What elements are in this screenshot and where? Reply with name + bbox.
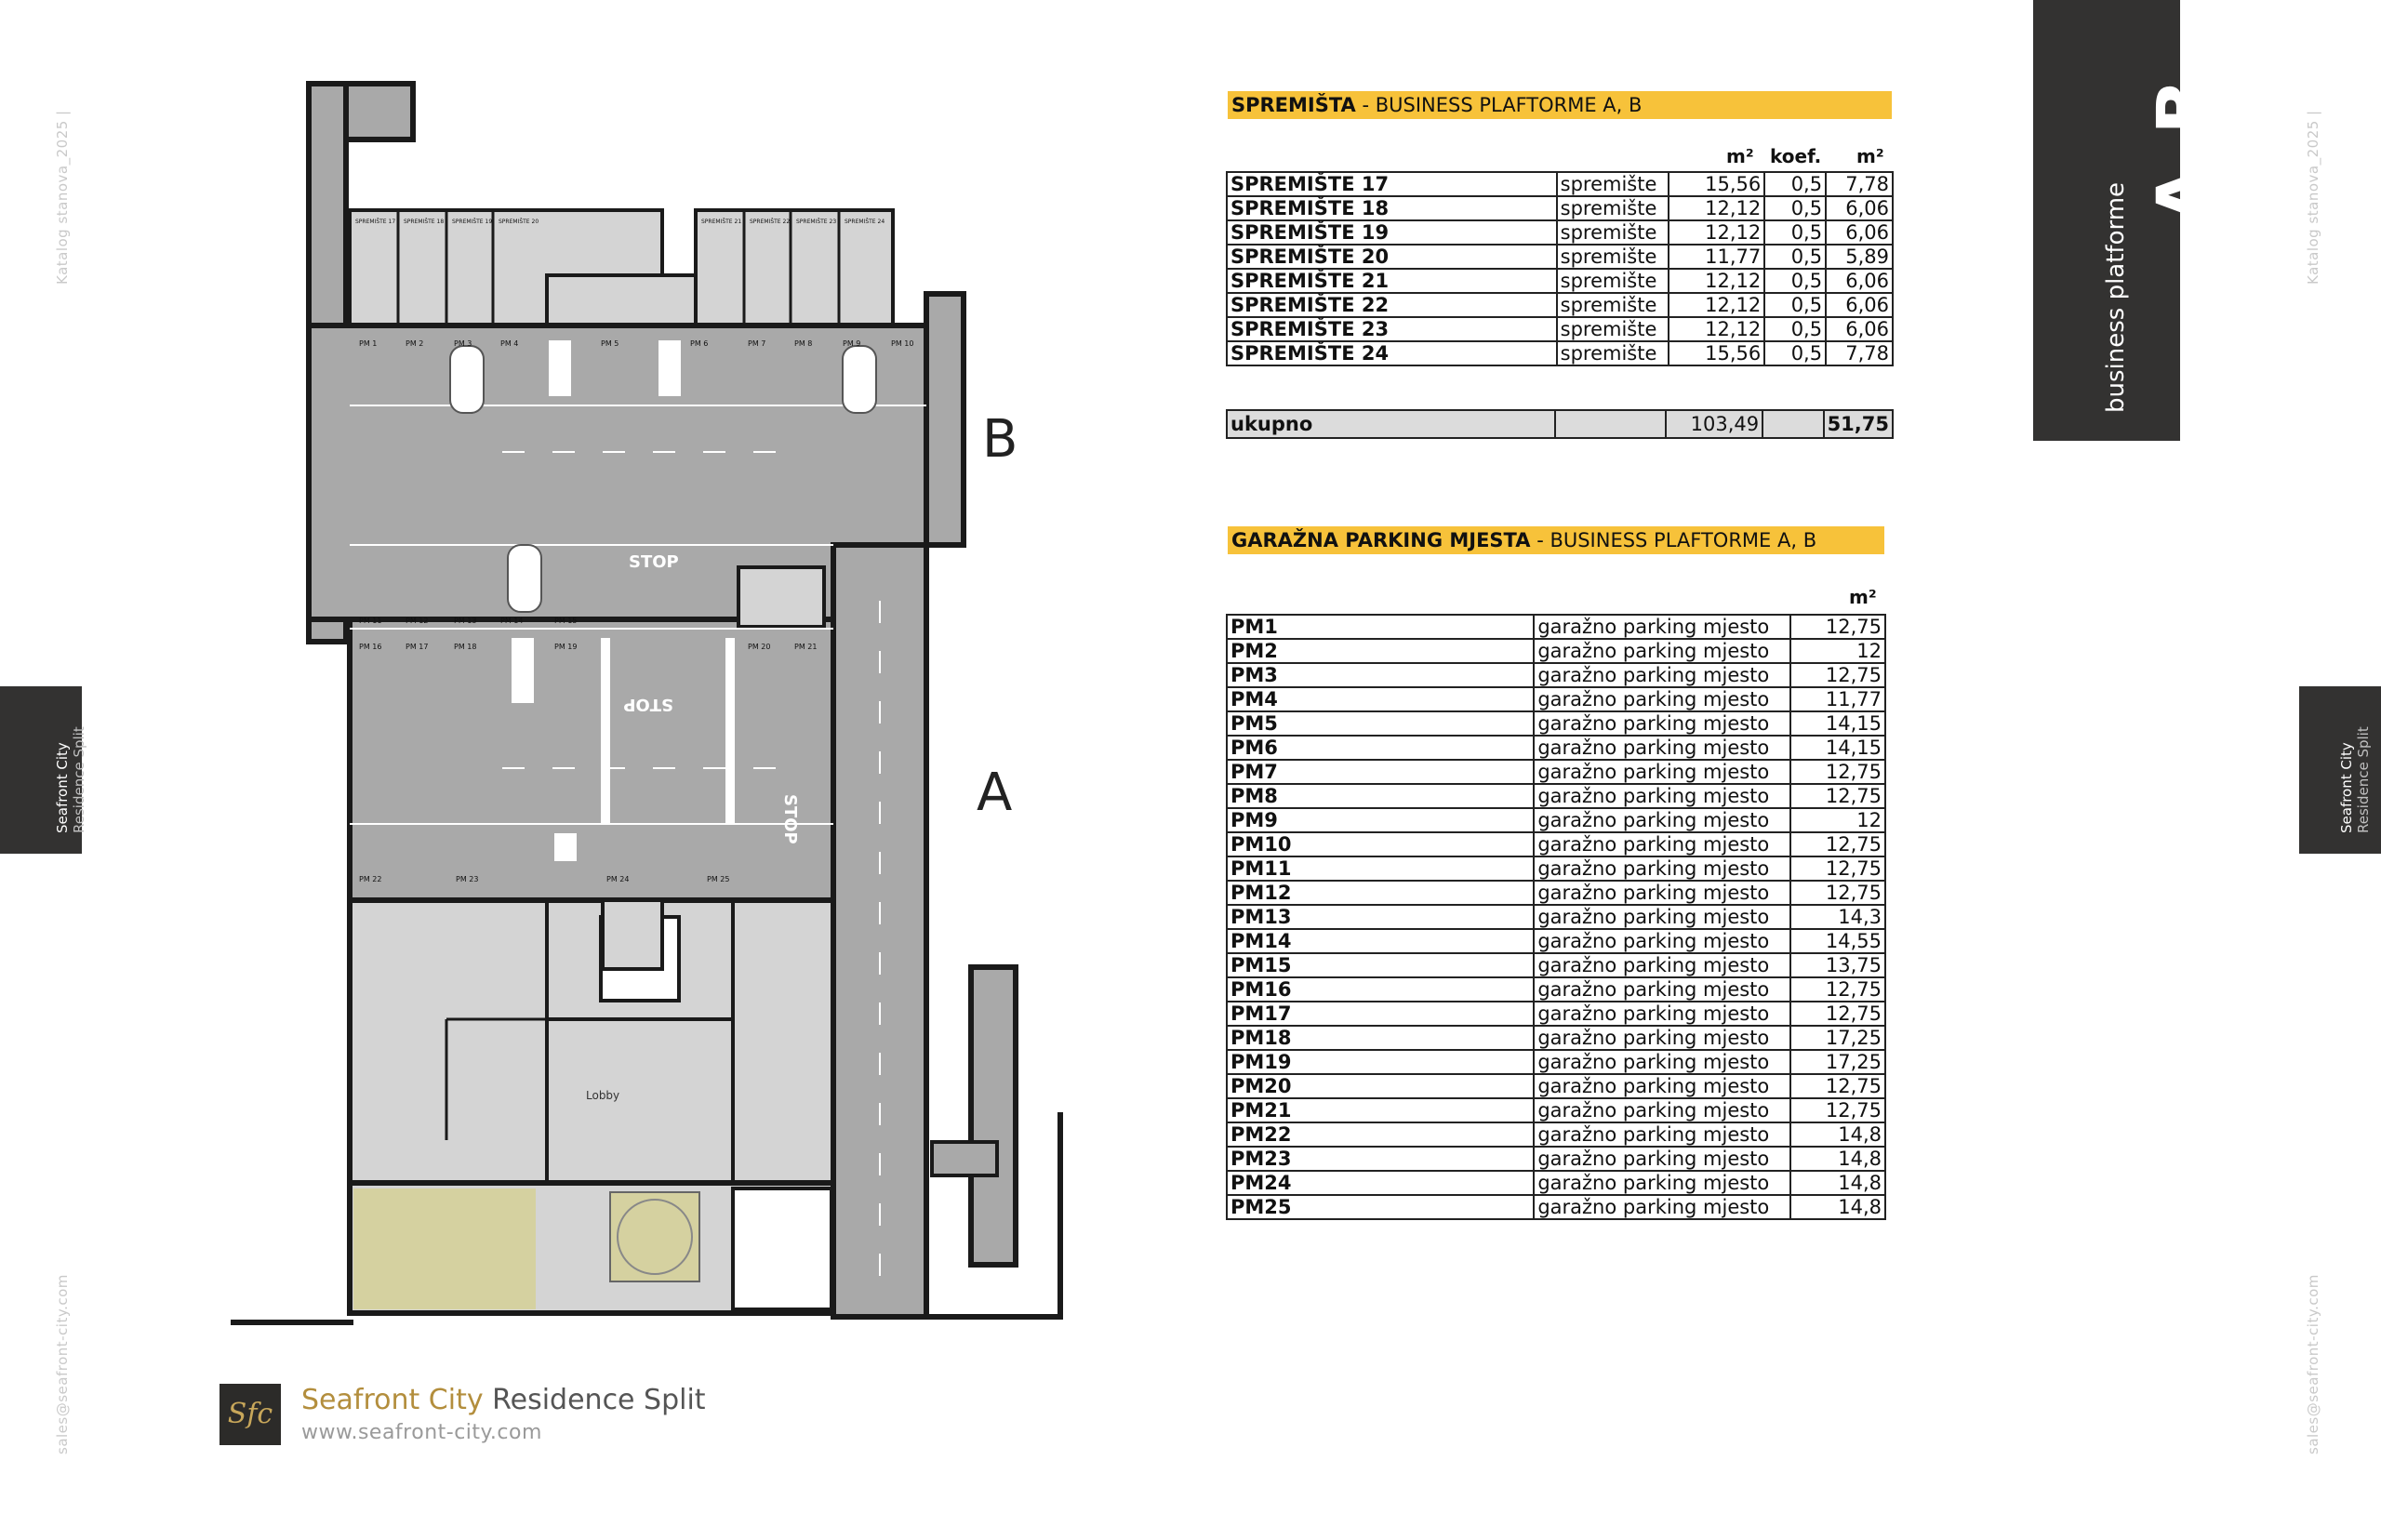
parking-row [1227, 832, 1885, 856]
parking-type: garažno parking mjesto [1534, 1122, 1790, 1147]
brand-main: Seafront City [301, 1384, 484, 1416]
parking-title-rest: - BUSINESS PLAFTORME A, B [1530, 529, 1817, 551]
parking-type: garažno parking mjesto [1534, 1074, 1790, 1098]
storage-area: 12,12 [1669, 293, 1765, 317]
storage-row [1227, 293, 1893, 317]
parking-area: 12 [1790, 808, 1885, 832]
parking-title-bold: GARAŽNA PARKING MJESTA [1231, 529, 1531, 551]
parking-space-label: PM 20 [748, 643, 771, 651]
parking-area: 12,75 [1790, 784, 1885, 808]
storage-head-koef: koef. [1770, 145, 1822, 167]
storage-title-bar [1228, 91, 1892, 119]
storage-name: SPREMIŠTE 22 [1227, 293, 1557, 317]
parking-name: PM9 [1227, 808, 1534, 832]
parking-row [1227, 1147, 1885, 1171]
storage-net: 6,06 [1826, 196, 1893, 220]
parking-row [1227, 881, 1885, 905]
parking-space-label: PM 1 [359, 339, 378, 348]
parking-area: 12,75 [1790, 832, 1885, 856]
parking-row [1227, 663, 1885, 687]
parking-row [1227, 808, 1885, 832]
parking-space-label: PM 22 [359, 875, 382, 883]
parking-area: 12,75 [1790, 856, 1885, 881]
parking-name: PM16 [1227, 977, 1534, 1002]
parking-area: 12,75 [1790, 760, 1885, 784]
storage-type: spremište [1557, 172, 1669, 196]
storage-koef: 0,5 [1764, 245, 1826, 269]
parking-type: garažno parking mjesto [1534, 1195, 1790, 1219]
parking-row [1227, 1026, 1885, 1050]
parking-space-label: PM 4 [500, 339, 519, 348]
parking-area: 12,75 [1790, 1002, 1885, 1026]
parking-space-label: PM 17 [406, 643, 429, 651]
parking-name: PM19 [1227, 1050, 1534, 1074]
section-subtitle: business platforme [2102, 181, 2130, 413]
parking-row [1227, 1050, 1885, 1074]
parking-row [1227, 905, 1885, 929]
storage-unit-label: SPREMIŠTE 23 [796, 219, 837, 225]
parking-row [1227, 953, 1885, 977]
parking-name: PM20 [1227, 1074, 1534, 1098]
storage-koef: 0,5 [1764, 269, 1826, 293]
storage-row [1227, 341, 1893, 365]
storage-net: 5,89 [1826, 245, 1893, 269]
stop-mark-3: STOP [780, 794, 800, 844]
parking-space-label: PM 23 [456, 875, 479, 883]
parking-name: PM10 [1227, 832, 1534, 856]
storage-unit-label: SPREMIŠTE 24 [845, 219, 885, 225]
parking-type: garažno parking mjesto [1534, 760, 1790, 784]
parking-name: PM1 [1227, 615, 1534, 639]
parking-row [1227, 1074, 1885, 1098]
storage-area: 11,77 [1669, 245, 1765, 269]
parking-area: 14,15 [1790, 736, 1885, 760]
storage-koef: 0,5 [1764, 196, 1826, 220]
parking-row [1227, 760, 1885, 784]
storage-type: spremište [1557, 196, 1669, 220]
storage-type: spremište [1557, 341, 1669, 365]
parking-area: 12,75 [1790, 663, 1885, 687]
parking-space-label: PM 11 [359, 617, 382, 625]
building-label-b: B [982, 409, 1018, 470]
storage-area: 12,12 [1669, 269, 1765, 293]
parking-type: garažno parking mjesto [1534, 856, 1790, 881]
parking-space-label: PM 5 [601, 339, 619, 348]
storage-type: spremište [1557, 245, 1669, 269]
parking-type: garažno parking mjesto [1534, 1026, 1790, 1050]
parking-table [1226, 614, 1886, 1220]
section-title-block [2033, 0, 2227, 441]
parking-space-label: PM 13 [454, 617, 477, 625]
parking-space-label: PM 9 [843, 339, 861, 348]
parking-type: garažno parking mjesto [1534, 736, 1790, 760]
storage-head-m2b: m² [1856, 145, 1884, 167]
parking-type: garažno parking mjesto [1534, 1098, 1790, 1122]
parking-name: PM15 [1227, 953, 1534, 977]
brand-rest: Residence Split [483, 1384, 706, 1416]
parking-row [1227, 1171, 1885, 1195]
parking-type: garažno parking mjesto [1534, 905, 1790, 929]
parking-type: garažno parking mjesto [1534, 832, 1790, 856]
brand-logo: Sfc [219, 1384, 281, 1445]
parking-type: garažno parking mjesto [1534, 663, 1790, 687]
storage-area: 15,56 [1669, 172, 1765, 196]
parking-type: garažno parking mjesto [1534, 808, 1790, 832]
storage-row [1227, 172, 1893, 196]
parking-area: 12 [1790, 639, 1885, 663]
parking-row [1227, 639, 1885, 663]
total-area: 103,49 [1666, 410, 1762, 438]
parking-type: garažno parking mjesto [1534, 784, 1790, 808]
building-label-a: A [977, 763, 1013, 823]
parking-space-label: PM 7 [748, 339, 766, 348]
parking-area: 11,77 [1790, 687, 1885, 711]
parking-area: 14,15 [1790, 711, 1885, 736]
storage-name: SPREMIŠTE 17 [1227, 172, 1557, 196]
parking-name: PM22 [1227, 1122, 1534, 1147]
parking-type: garažno parking mjesto [1534, 1171, 1790, 1195]
parking-name: PM3 [1227, 663, 1534, 687]
storage-name: SPREMIŠTE 19 [1227, 220, 1557, 245]
parking-row [1227, 687, 1885, 711]
floor-plan [223, 80, 1079, 1335]
parking-row [1227, 856, 1885, 881]
parking-space-label: PM 15 [554, 617, 578, 625]
parking-space-label: PM 2 [406, 339, 424, 348]
parking-area: 12,75 [1790, 1074, 1885, 1098]
parking-type: garažno parking mjesto [1534, 929, 1790, 953]
parking-area: 13,75 [1790, 953, 1885, 977]
storage-type: spremište [1557, 269, 1669, 293]
email-label-right: sales@seafront-city.com [2305, 1274, 2321, 1454]
storage-area: 12,12 [1669, 317, 1765, 341]
parking-head-m2: m² [1849, 586, 1877, 608]
side-tab-title: Seafront City [2338, 742, 2355, 833]
parking-type: garažno parking mjesto [1534, 639, 1790, 663]
storage-koef: 0,5 [1764, 220, 1826, 245]
storage-row [1227, 196, 1893, 220]
parking-area: 14,3 [1790, 905, 1885, 929]
parking-row [1227, 736, 1885, 760]
parking-title-bar [1228, 526, 1884, 554]
storage-type: spremište [1557, 220, 1669, 245]
parking-name: PM5 [1227, 711, 1534, 736]
storage-title-rest: - BUSINESS PLAFTORME A, B [1355, 94, 1643, 116]
parking-space-label: PM 10 [891, 339, 914, 348]
parking-row [1227, 711, 1885, 736]
parking-area: 17,25 [1790, 1026, 1885, 1050]
catalog-label-right: Katalog stanova_2025 | [2305, 110, 2321, 285]
storage-name: SPREMIŠTE 23 [1227, 317, 1557, 341]
storage-type: spremište [1557, 293, 1669, 317]
parking-name: PM6 [1227, 736, 1534, 760]
parking-space-label: PM 16 [359, 643, 382, 651]
storage-area: 12,12 [1669, 220, 1765, 245]
storage-row [1227, 269, 1893, 293]
storage-area: 12,12 [1669, 196, 1765, 220]
storage-area: 15,56 [1669, 341, 1765, 365]
storage-type: spremište [1557, 317, 1669, 341]
parking-space-label: PM 24 [606, 875, 630, 883]
brand-url: www.seafront-city.com [301, 1421, 542, 1444]
storage-net: 7,78 [1826, 341, 1893, 365]
storage-name: SPREMIŠTE 20 [1227, 245, 1557, 269]
side-tab-title: Seafront City [54, 742, 71, 833]
storage-unit-label: SPREMIŠTE 20 [499, 219, 539, 225]
storage-row [1227, 245, 1893, 269]
parking-area: 14,8 [1790, 1147, 1885, 1171]
parking-row [1227, 977, 1885, 1002]
storage-net: 6,06 [1826, 269, 1893, 293]
room-lobby: Lobby [586, 1089, 620, 1102]
storage-unit-label: SPREMIŠTE 17 [355, 219, 396, 225]
stop-mark-1: STOP [629, 552, 679, 572]
parking-area: 17,25 [1790, 1050, 1885, 1074]
section-title: A,B [2143, 77, 2227, 223]
storage-head-m2: m² [1726, 145, 1754, 167]
parking-row [1227, 1098, 1885, 1122]
parking-name: PM25 [1227, 1195, 1534, 1219]
parking-row [1227, 1195, 1885, 1219]
storage-name: SPREMIŠTE 18 [1227, 196, 1557, 220]
parking-row [1227, 1122, 1885, 1147]
storage-unit-label: SPREMIŠTE 18 [404, 219, 445, 225]
parking-area: 12,75 [1790, 881, 1885, 905]
side-tab-left [0, 686, 87, 854]
storage-unit-label: SPREMIŠTE 21 [701, 219, 742, 225]
stop-mark-2: STOP [623, 695, 673, 714]
parking-space-label: PM 14 [500, 617, 524, 625]
parking-type: garažno parking mjesto [1534, 687, 1790, 711]
total-label: ukupno [1227, 410, 1555, 438]
catalog-label-left: Katalog stanova_2025 | [54, 110, 71, 285]
storage-row [1227, 317, 1893, 341]
parking-name: PM24 [1227, 1171, 1534, 1195]
parking-row [1227, 615, 1885, 639]
parking-area: 12,75 [1790, 1098, 1885, 1122]
storage-total-row [1226, 409, 1894, 439]
parking-area: 14,8 [1790, 1195, 1885, 1219]
storage-koef: 0,5 [1764, 172, 1826, 196]
storage-koef: 0,5 [1764, 293, 1826, 317]
side-tab-right [2299, 686, 2381, 854]
total-net: 51,75 [1824, 410, 1893, 438]
storage-unit-label: SPREMIŠTE 19 [452, 219, 493, 225]
parking-name: PM13 [1227, 905, 1534, 929]
parking-space-label: PM 6 [690, 339, 709, 348]
parking-row [1227, 929, 1885, 953]
parking-type: garažno parking mjesto [1534, 977, 1790, 1002]
brand-name [301, 1384, 706, 1416]
parking-area: 12,75 [1790, 977, 1885, 1002]
parking-space-label: PM 19 [554, 643, 578, 651]
parking-name: PM8 [1227, 784, 1534, 808]
storage-net: 6,06 [1826, 220, 1893, 245]
storage-koef: 0,5 [1764, 341, 1826, 365]
parking-area: 12,75 [1790, 615, 1885, 639]
storage-net: 6,06 [1826, 317, 1893, 341]
parking-space-label: PM 18 [454, 643, 477, 651]
side-tab-subtitle: Residence Split [71, 726, 87, 833]
parking-space-label: PM 21 [794, 643, 818, 651]
parking-name: PM11 [1227, 856, 1534, 881]
parking-name: PM17 [1227, 1002, 1534, 1026]
parking-type: garažno parking mjesto [1534, 881, 1790, 905]
parking-type: garažno parking mjesto [1534, 1050, 1790, 1074]
email-label-left: sales@seafront-city.com [54, 1274, 71, 1454]
parking-space-label: PM 12 [406, 617, 429, 625]
parking-type: garažno parking mjesto [1534, 953, 1790, 977]
storage-unit-label: SPREMIŠTE 22 [750, 219, 791, 225]
storage-koef: 0,5 [1764, 317, 1826, 341]
parking-name: PM21 [1227, 1098, 1534, 1122]
parking-type: garažno parking mjesto [1534, 711, 1790, 736]
side-tab-subtitle: Residence Split [2355, 726, 2372, 833]
parking-name: PM4 [1227, 687, 1534, 711]
parking-space-label: PM 3 [454, 339, 472, 348]
storage-table [1226, 171, 1894, 366]
storage-name: SPREMIŠTE 24 [1227, 341, 1557, 365]
parking-type: garažno parking mjesto [1534, 1147, 1790, 1171]
storage-row [1227, 220, 1893, 245]
parking-name: PM14 [1227, 929, 1534, 953]
parking-type: garažno parking mjesto [1534, 615, 1790, 639]
storage-net: 7,78 [1826, 172, 1893, 196]
parking-name: PM7 [1227, 760, 1534, 784]
parking-area: 14,8 [1790, 1171, 1885, 1195]
storage-net: 6,06 [1826, 293, 1893, 317]
parking-row [1227, 784, 1885, 808]
storage-name: SPREMIŠTE 21 [1227, 269, 1557, 293]
parking-name: PM18 [1227, 1026, 1534, 1050]
parking-space-label: PM 25 [707, 875, 730, 883]
parking-name: PM2 [1227, 639, 1534, 663]
parking-space-label: PM 8 [794, 339, 813, 348]
parking-row [1227, 1002, 1885, 1026]
parking-area: 14,8 [1790, 1122, 1885, 1147]
parking-name: PM12 [1227, 881, 1534, 905]
storage-title-bold: SPREMIŠTA [1231, 94, 1356, 116]
parking-type: garažno parking mjesto [1534, 1002, 1790, 1026]
parking-name: PM23 [1227, 1147, 1534, 1171]
parking-area: 14,55 [1790, 929, 1885, 953]
